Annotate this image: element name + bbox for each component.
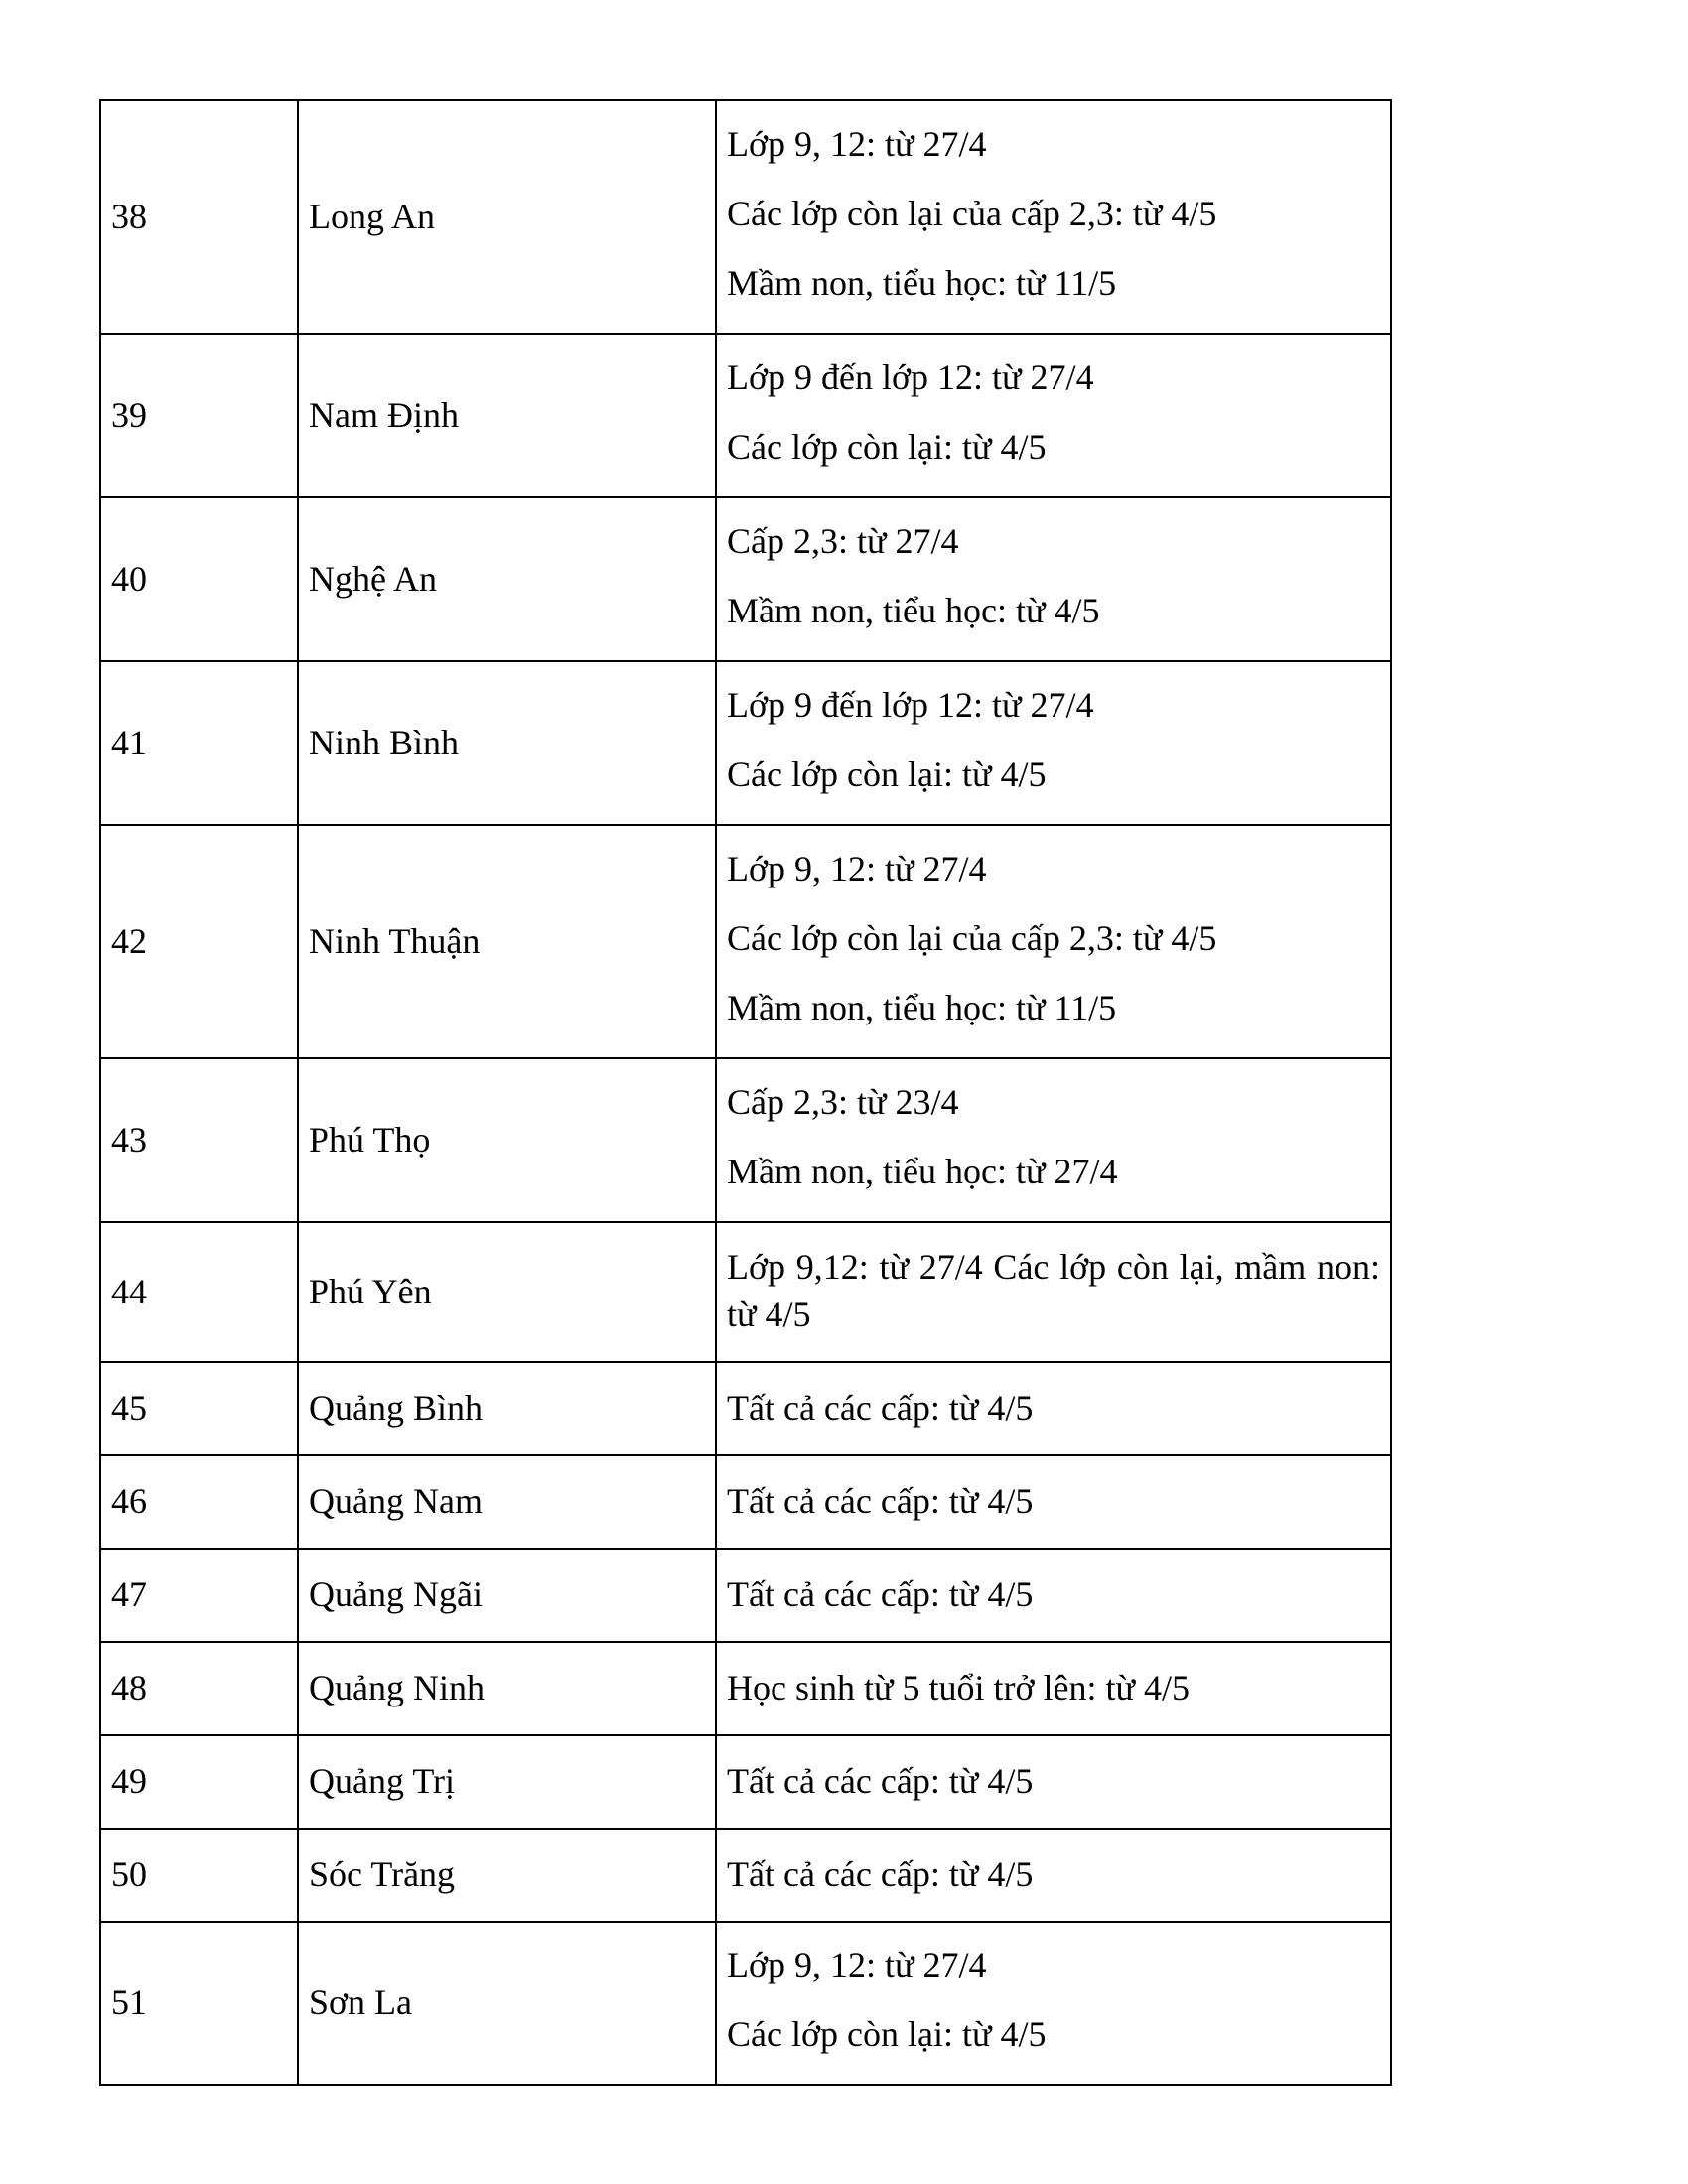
row-number: 47 bbox=[100, 1549, 298, 1642]
row-number: 38 bbox=[100, 100, 298, 334]
table-row bbox=[100, 1922, 1391, 2085]
row-number: 43 bbox=[100, 1058, 298, 1222]
schedule-line: Lớp 9 đến lớp 12: từ 27/4 bbox=[727, 684, 1094, 725]
schedule-line: Các lớp còn lại: từ 4/5 bbox=[727, 2014, 1047, 2054]
province-name: Ninh Bình bbox=[298, 661, 716, 825]
province-name: Long An bbox=[298, 100, 716, 334]
row-number: 44 bbox=[100, 1222, 298, 1362]
schedule-line: Lớp 9, 12: từ 27/4 bbox=[727, 848, 987, 888]
table-row bbox=[100, 100, 1391, 334]
schedule-cell bbox=[716, 497, 1391, 661]
province-name: Nam Định bbox=[298, 334, 716, 497]
province-name: Phú Yên bbox=[298, 1222, 716, 1362]
table-row bbox=[100, 825, 1391, 1058]
table-row bbox=[100, 1829, 1391, 1922]
row-number: 51 bbox=[100, 1922, 298, 2085]
row-number: 48 bbox=[100, 1642, 298, 1735]
row-number: 40 bbox=[100, 497, 298, 661]
row-number: 50 bbox=[100, 1829, 298, 1922]
table-row bbox=[100, 1455, 1391, 1549]
schedule-text: Lớp 9,12: từ 27/4 Các lớp còn lại, mầm non: từ 4/5 bbox=[727, 1246, 1380, 1334]
schedule-text: Tất cả các cấp: từ 4/5 bbox=[716, 1829, 1391, 1922]
province-name: Quảng Ngãi bbox=[298, 1549, 716, 1642]
schedule-line: Lớp 9, 12: từ 27/4 bbox=[727, 123, 987, 164]
row-number: 45 bbox=[100, 1362, 298, 1455]
schedule-line: Các lớp còn lại: từ 4/5 bbox=[727, 753, 1047, 794]
province-name: Sơn La bbox=[298, 1922, 716, 2085]
schedule-text: Tất cả các cấp: từ 4/5 bbox=[716, 1735, 1391, 1829]
schedule-line: Cấp 2,3: từ 23/4 bbox=[727, 1081, 959, 1122]
schedule-line: Mầm non, tiểu học: từ 11/5 bbox=[727, 987, 1117, 1027]
schedule-line: Lớp 9, 12: từ 27/4 bbox=[727, 1945, 987, 1984]
province-name: Phú Thọ bbox=[298, 1058, 716, 1222]
schedule-cell bbox=[716, 334, 1391, 497]
schedule-line: Lớp 9 đến lớp 12: từ 27/4 bbox=[727, 356, 1094, 397]
table-row bbox=[100, 1362, 1391, 1455]
province-name: Quảng Ninh bbox=[298, 1642, 716, 1735]
province-name: Ninh Thuận bbox=[298, 825, 716, 1058]
schedule-cell bbox=[716, 825, 1391, 1058]
table-row bbox=[100, 661, 1391, 825]
province-name: Quảng Nam bbox=[298, 1455, 716, 1549]
schedule-text: Tất cả các cấp: từ 4/5 bbox=[716, 1455, 1391, 1549]
row-number: 46 bbox=[100, 1455, 298, 1549]
province-name: Sóc Trăng bbox=[298, 1829, 716, 1922]
row-number: 39 bbox=[100, 334, 298, 497]
province-name: Quảng Trị bbox=[298, 1735, 716, 1829]
schedule-cell bbox=[716, 1222, 1391, 1362]
schedule-line: Cấp 2,3: từ 27/4 bbox=[727, 520, 959, 561]
schedule-cell bbox=[716, 1058, 1391, 1222]
table-row bbox=[100, 334, 1391, 497]
table-row bbox=[100, 1058, 1391, 1222]
row-number: 49 bbox=[100, 1735, 298, 1829]
row-number: 41 bbox=[100, 661, 298, 825]
table-row bbox=[100, 1642, 1391, 1735]
schedule-line: Các lớp còn lại của cấp 2,3: từ 4/5 bbox=[727, 193, 1217, 233]
schedule-text: Tất cả các cấp: từ 4/5 bbox=[716, 1549, 1391, 1642]
schedule-cell bbox=[716, 661, 1391, 825]
table-row bbox=[100, 1735, 1391, 1829]
schedule-cell bbox=[716, 1922, 1391, 2085]
schedule-line: Mầm non, tiểu học: từ 27/4 bbox=[727, 1151, 1118, 1191]
schedule-cell bbox=[716, 100, 1391, 334]
schedule-line: Mầm non, tiểu học: từ 4/5 bbox=[727, 590, 1100, 630]
province-name: Quảng Bình bbox=[298, 1362, 716, 1455]
schedule-line: Các lớp còn lại của cấp 2,3: từ 4/5 bbox=[727, 917, 1217, 958]
schedule-line: Mầm non, tiểu học: từ 11/5 bbox=[727, 262, 1117, 303]
schedule-line: Các lớp còn lại: từ 4/5 bbox=[727, 426, 1047, 467]
table-row bbox=[100, 1549, 1391, 1642]
province-name: Nghệ An bbox=[298, 497, 716, 661]
table-row bbox=[100, 497, 1391, 661]
schedule-text: Học sinh từ 5 tuổi trở lên: từ 4/5 bbox=[716, 1642, 1391, 1735]
school-reopening-table bbox=[99, 99, 1392, 2086]
schedule-text: Tất cả các cấp: từ 4/5 bbox=[716, 1362, 1391, 1455]
row-number: 42 bbox=[100, 825, 298, 1058]
table-row bbox=[100, 1222, 1391, 1362]
